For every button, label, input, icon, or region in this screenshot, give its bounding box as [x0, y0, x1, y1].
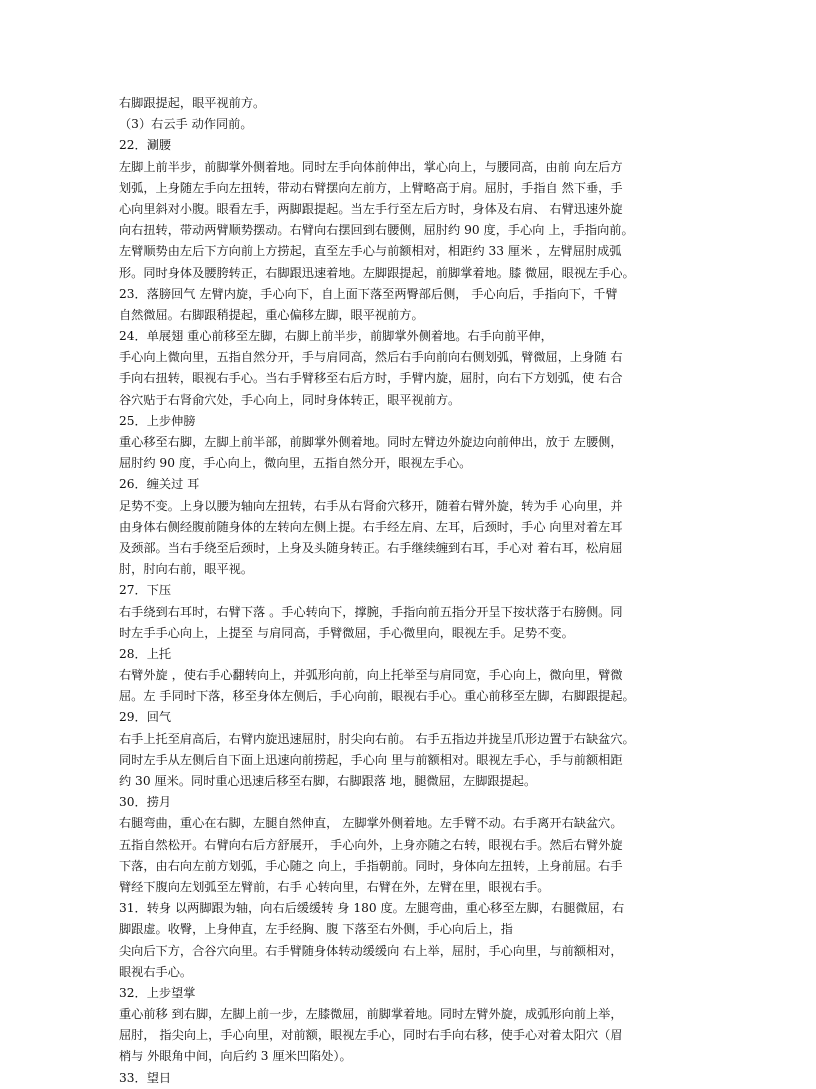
- text-line: 肘，肘向右前，眼平视。: [119, 562, 254, 577]
- text-line: 手向右扭转，眼视右手心。当右手臂移至右后方时，手臂内旋，屈肘，向右下方划弧，使 右合: [119, 371, 623, 386]
- text-line: 臂经下腹向左划弧至左臂前，右手 心转向里，右臂在外，左臂在里，眼视右手。: [119, 879, 550, 894]
- text-line: 眼视右手心。: [119, 964, 193, 979]
- text-line: 尖向后下方，合谷穴向里。右手臂随身体转动缓缓向 右上举，屈肘，手心向里，与前额相对，: [119, 943, 623, 958]
- text-line: 31．转身 以两脚跟为轴，向右后缓缓转 身 180 度。左腿弯曲，重心移至左脚，右腿微屈，右: [119, 901, 625, 916]
- text-line: 及颈部。当右手绕至后颈时，上身及头随身转正。右手继续缠到右耳，手心对 着右耳，松肩屈: [119, 540, 623, 555]
- text-line: 向右扭转，带动两臂顺势摆动。右臂向右摆回到右腰侧，屈肘约 90 度，手心向 上，手指向前。: [119, 223, 634, 238]
- text-line: 24．单展翅 重心前移至左脚，右脚上前半步，前脚掌外侧着地。右手向前平伸，: [119, 329, 553, 344]
- text-line: 右臂外旋 ，使右手心翻转向上，并弧形向前，向上托举至与肩同宽，手心向上，微向里，臂微: [119, 668, 623, 683]
- text-line: 30．捞月: [119, 795, 172, 810]
- text-line: 右腿弯曲，重心在右脚，左腿自然伸直， 左脚掌外侧着地。左手臂不动。右手离开右缺盆穴。: [119, 816, 623, 831]
- text-line: 右手绕到右耳时，右臂下落 。手心转向下，撑腕，手指向前五指分开呈下按状落于右膀侧。同: [119, 604, 623, 619]
- text-line: 屈肘， 指尖向上，手心向里，对前额，眼视左手心，同时右手向右移，使手心对着太阳穴（眉: [119, 1028, 623, 1043]
- text-line: 25．上步伸膀: [119, 413, 196, 428]
- text-line: 重心移至右脚，左脚上前半部，前脚掌外侧着地。同时左臂边外旋边向前伸出，放于 左腰侧，: [119, 435, 623, 449]
- text-line: 同时左手从左侧后自下面上迅速向前捞起，手心向 里与前额相对。眼视左手心，手与前额相距: [119, 752, 623, 767]
- text-line: 梢与 外眼角中间，向后约 3 厘米凹陷处）。: [119, 1049, 352, 1064]
- text-line: 足势不变。上身以腰为轴向左扭转，右手从右肾俞穴移开，随着右臂外旋，转为手 心向里，并: [119, 498, 623, 513]
- text-line: 屈。左 手同时下落，移至身体左侧后，手心向前，眼视右手心。重心前移至左脚，右脚跟提起。: [119, 689, 635, 704]
- text-line: 26．缠关过 耳: [119, 477, 200, 492]
- text-line: 32．上步望掌: [119, 985, 196, 1000]
- text-line: 屈肘约 90 度，手心向上，微向里，五指自然分开，眼视左手心。: [119, 456, 472, 471]
- text-line: 右手上托至肩高后，右臂内旋迅速屈肘，肘尖向右前。 右手五指边并拢呈爪形边置于右缺盆穴。: [119, 731, 635, 746]
- text-line: 五指自然松开。右臂向右后方舒展开， 手心向外，上身亦随之右转，眼视右手。然后右臂外旋: [119, 837, 623, 852]
- text-line: 22．涮腰: [119, 138, 172, 153]
- text-line: 谷穴贴于右肾俞穴处，手心向上，同时身体转正，眼平视前方。: [119, 392, 461, 407]
- text-line: 约 30 厘米。同时重心迅速后移至右脚，右脚跟落 地，腿微屈，左脚跟提起。: [119, 774, 537, 788]
- text-line: （3）右云手 动作同前。: [119, 117, 253, 132]
- text-line: 形。同时身体及腰胯转正，右脚跟迅速着地。左脚跟提起，前脚掌着地。膝 微屈，眼视左手心。: [119, 265, 635, 280]
- text-line: 脚跟虚。收臀，上身伸直，左手经胸、腹 下落至右外侧，手心向后上，指: [119, 922, 513, 937]
- text-line: 重心前移 到右脚，左脚上前一步，左膝微屈，前脚掌着地。同时左臂外旋，成弧形向前上举，: [119, 1007, 623, 1022]
- text-line: 左臂顺势由左后下方向前上方捞起，直至左手心与前额相对，相距约 33 厘米 ，左臂屈肘成弧: [119, 244, 622, 259]
- text-line: 27．下压: [119, 583, 172, 598]
- text-line: 划弧，上身随左手向左扭转，带动右臂摆向左前方，上臂略高于肩。屈肘，手指自 然下垂，手: [119, 180, 623, 195]
- text-line: 左脚上前半步，前脚掌外侧着地。同时左手向体前伸出，掌心向上，与腰同高，由前 向左后方: [119, 159, 623, 174]
- text-line: 心向里斜对小腹。眼看左手，两脚跟提起。当左手行至左后方时，身体及右肩、 右臂迅速外旋: [119, 201, 623, 216]
- text-line: 自然微屈。右脚跟稍提起，重心偏移左脚，眼平视前方。: [119, 307, 424, 322]
- text-line: 时左手手心向上，上提至 与肩同高，手臂微屈，手心微里向，眼视左手。足势不变。: [119, 625, 574, 640]
- text-line: 29．回气: [119, 710, 172, 725]
- text-line: 33．望日: [119, 1070, 172, 1085]
- document-text: [119, 93, 699, 1089]
- text-line: 28．上托: [119, 646, 172, 661]
- text-line: 下落，由右向左前方划弧，手心随之 向上，手指朝前。同时，身体向左扭转，上身前屈。右手: [119, 858, 623, 873]
- text-line: 手心向上微向里，五指自然分开，手与肩同高，然后右手向前向右侧划弧，臂微屈，上身随 右: [119, 350, 623, 365]
- text-line: 右脚跟提起，眼平视前方。: [119, 96, 266, 110]
- text-line: 由身体右侧经腹前随身体的左转向左侧上提。右手经左肩、左耳，后颈时，手心 向里对着左耳: [119, 519, 623, 534]
- text-line: 23．落膀回气 左臂内旋，手心向下，自上面下落至两臀部后侧， 手心向后，手指向下，千臂: [119, 286, 618, 301]
